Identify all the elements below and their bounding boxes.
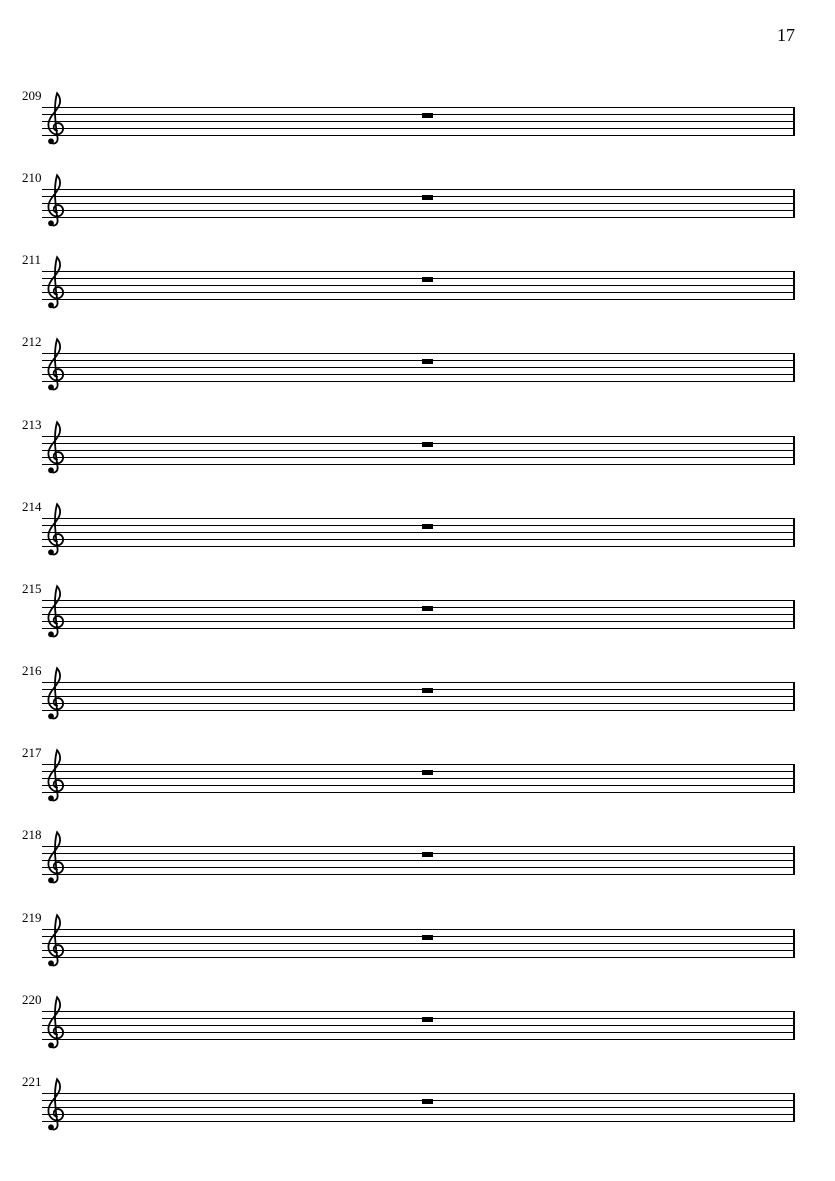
staff-lines	[42, 846, 795, 875]
staff-system-220	[0, 993, 835, 1065]
measure-number: 214	[22, 499, 42, 514]
staff-line	[42, 189, 795, 190]
staff-lines	[42, 189, 795, 218]
staff-line	[42, 210, 795, 211]
staff-line	[42, 628, 795, 629]
staff-system-218	[0, 828, 835, 900]
staff-lines	[42, 518, 795, 547]
staff-line	[42, 943, 795, 944]
staff-line	[42, 867, 795, 868]
staff-line	[42, 600, 795, 601]
whole-rest	[422, 852, 433, 857]
staff-lines	[42, 1093, 795, 1122]
staff-line	[42, 1107, 795, 1108]
staff-system-217	[0, 746, 835, 818]
staff-line	[42, 771, 795, 772]
measure-number: 216	[22, 663, 42, 678]
staff-line	[42, 443, 795, 444]
staff-lines	[42, 353, 795, 382]
staff-line	[42, 785, 795, 786]
treble-clef-icon	[45, 748, 64, 802]
end-barline	[793, 846, 795, 875]
staff-line	[42, 450, 795, 451]
end-barline	[793, 107, 795, 136]
treble-clef-icon	[45, 91, 64, 145]
whole-rest	[422, 935, 433, 940]
staff-line	[42, 1011, 795, 1012]
staff-lines	[42, 764, 795, 793]
staff-line	[42, 121, 795, 122]
whole-rest	[422, 359, 433, 364]
staff-line	[42, 696, 795, 697]
staff-system-213	[0, 418, 835, 490]
staff-line	[42, 853, 795, 854]
measure-number: 217	[22, 745, 42, 760]
staff-line	[42, 929, 795, 930]
treble-clef-icon	[45, 173, 64, 227]
end-barline	[793, 189, 795, 218]
measure-number: 211	[22, 252, 42, 267]
staff-line	[42, 689, 795, 690]
whole-rest	[422, 442, 433, 447]
end-barline	[793, 436, 795, 465]
measure-number: 209	[22, 88, 42, 103]
treble-clef-icon	[45, 337, 64, 391]
staff-line	[42, 703, 795, 704]
end-barline	[793, 929, 795, 958]
measure-number: 219	[22, 910, 42, 925]
staff-line	[42, 532, 795, 533]
end-barline	[793, 764, 795, 793]
staff-lines	[42, 1011, 795, 1040]
end-barline	[793, 682, 795, 711]
whole-rest	[422, 606, 433, 611]
staff-line	[42, 936, 795, 937]
staff-system-214	[0, 500, 835, 572]
staff-line	[42, 621, 795, 622]
staff-lines	[42, 929, 795, 958]
staff-system-219	[0, 911, 835, 983]
staff-line	[42, 525, 795, 526]
treble-clef-icon	[45, 995, 64, 1049]
measure-number: 220	[22, 992, 42, 1007]
staff-line	[42, 128, 795, 129]
treble-clef-icon	[45, 255, 64, 309]
treble-clef-icon	[45, 502, 64, 556]
staff-line	[42, 874, 795, 875]
staff-system-215	[0, 582, 835, 654]
whole-rest	[422, 1017, 433, 1022]
staff-line	[42, 292, 795, 293]
staff-line	[42, 135, 795, 136]
end-barline	[793, 1093, 795, 1122]
staff-line	[42, 957, 795, 958]
measure-number: 213	[22, 417, 42, 432]
staff-line	[42, 1121, 795, 1122]
staff-line	[42, 682, 795, 683]
staff-system-216	[0, 664, 835, 736]
staff-line	[42, 764, 795, 765]
staff-line	[42, 360, 795, 361]
end-barline	[793, 271, 795, 300]
staff-system-211	[0, 253, 835, 325]
staff-line	[42, 278, 795, 279]
measure-number: 218	[22, 827, 42, 842]
staff-line	[42, 217, 795, 218]
staff-line	[42, 374, 795, 375]
staff-line	[42, 457, 795, 458]
staff-line	[42, 1025, 795, 1026]
whole-rest	[422, 524, 433, 529]
measure-number: 212	[22, 334, 42, 349]
whole-rest	[422, 277, 433, 282]
staff-lines	[42, 107, 795, 136]
staff-line	[42, 353, 795, 354]
end-barline	[793, 353, 795, 382]
end-barline	[793, 600, 795, 629]
whole-rest	[422, 770, 433, 775]
measure-number: 210	[22, 170, 42, 185]
staff-line	[42, 778, 795, 779]
staff-line	[42, 539, 795, 540]
whole-rest	[422, 195, 433, 200]
treble-clef-icon	[45, 666, 64, 720]
staff-lines	[42, 436, 795, 465]
staff-line	[42, 271, 795, 272]
staff-system-221	[0, 1075, 835, 1147]
page-number: 17	[777, 25, 795, 45]
staff-lines	[42, 682, 795, 711]
staff-line	[42, 196, 795, 197]
whole-rest	[422, 688, 433, 693]
staff-system-210	[0, 171, 835, 243]
staff-line	[42, 107, 795, 108]
whole-rest	[422, 1099, 433, 1104]
staff-line	[42, 1093, 795, 1094]
staff-line	[42, 1032, 795, 1033]
treble-clef-icon	[45, 1077, 64, 1131]
staff-line	[42, 285, 795, 286]
staff-line	[42, 381, 795, 382]
staff-system-209	[0, 89, 835, 161]
staff-line	[42, 299, 795, 300]
measure-number: 215	[22, 581, 42, 596]
staff-line	[42, 1018, 795, 1019]
treble-clef-icon	[45, 584, 64, 638]
staff-line	[42, 203, 795, 204]
staff-line	[42, 710, 795, 711]
staff-line	[42, 1114, 795, 1115]
staff-line	[42, 546, 795, 547]
treble-clef-icon	[45, 913, 64, 967]
staff-line	[42, 792, 795, 793]
staff-line	[42, 607, 795, 608]
staff-system-212	[0, 335, 835, 407]
staff-line	[42, 367, 795, 368]
staff-line	[42, 1039, 795, 1040]
staff-line	[42, 436, 795, 437]
measure-number: 221	[22, 1074, 42, 1089]
staff-lines	[42, 271, 795, 300]
staff-line	[42, 614, 795, 615]
staff-line	[42, 1100, 795, 1101]
staff-line	[42, 464, 795, 465]
staff-line	[42, 950, 795, 951]
staff-line	[42, 114, 795, 115]
staff-line	[42, 846, 795, 847]
whole-rest	[422, 113, 433, 118]
treble-clef-icon	[45, 830, 64, 884]
staff-lines	[42, 600, 795, 629]
end-barline	[793, 518, 795, 547]
staff-line	[42, 518, 795, 519]
end-barline	[793, 1011, 795, 1040]
treble-clef-icon	[45, 420, 64, 474]
staff-line	[42, 860, 795, 861]
